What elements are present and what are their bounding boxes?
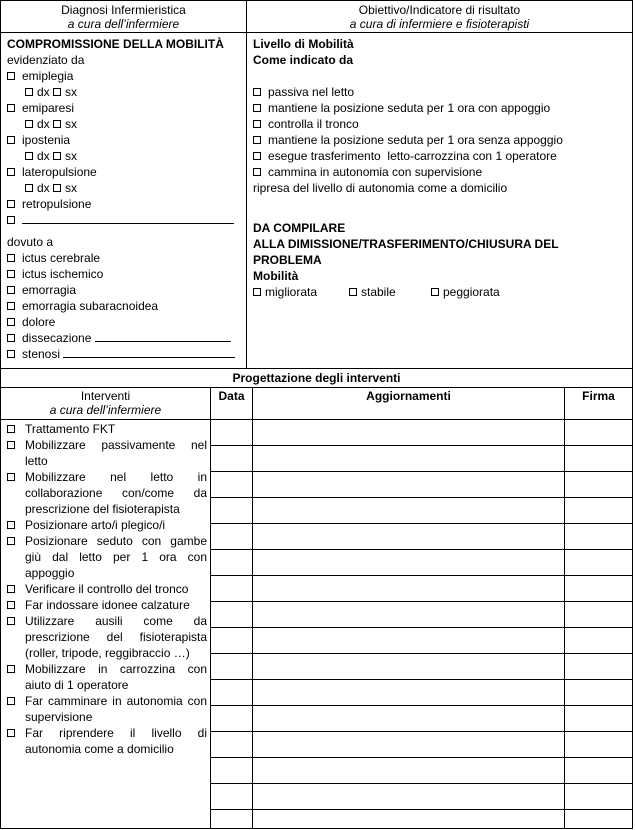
checkbox[interactable] <box>253 136 261 144</box>
checkbox[interactable] <box>7 521 15 529</box>
table-row-line <box>211 497 632 498</box>
cause-item: dolore <box>7 314 240 330</box>
side-ipostenia: dx sx <box>7 148 240 164</box>
option-item: controlla il tronco <box>253 116 626 132</box>
checkbox[interactable] <box>7 302 15 310</box>
table-row-line <box>211 757 632 758</box>
checkbox[interactable] <box>7 697 15 705</box>
table-row-line <box>211 731 632 732</box>
checkbox-dx[interactable] <box>25 88 33 96</box>
option-item: mantiene la posizione seduta per 1 ora senza appoggio <box>253 132 626 148</box>
cause-item: ictus ischemico <box>7 266 240 282</box>
item-retropulsione: retropulsione <box>7 196 240 212</box>
compile-heading-2: ALLA DIMISSIONE/TRASFERIMENTO/CHIUSURA DEL PROBLEMA <box>253 237 559 267</box>
intervention-item: Trattamento FKT <box>7 421 207 437</box>
mobility-level-heading: Livello di Mobilità <box>253 37 354 51</box>
table-row-line <box>211 627 632 628</box>
item-ipostenia: ipostenia <box>7 132 240 148</box>
checkbox-sx[interactable] <box>53 120 61 128</box>
objective-title: Obiettivo/Indicatore di risultato <box>358 3 521 17</box>
option-item: cammina in autonomia con supervisione <box>253 164 626 180</box>
intervention-item: Mobilizzare passivamente nel letto <box>7 437 207 469</box>
checkbox[interactable] <box>253 104 261 112</box>
table-row-line <box>211 653 632 654</box>
table-row-line <box>211 679 632 680</box>
intervention-item: Posizionare seduto con gambe giù dal letto per 1 ora con appoggio <box>7 533 207 581</box>
checkbox-sx[interactable] <box>53 152 61 160</box>
checkbox[interactable] <box>7 537 15 545</box>
item-lateropulsione: lateropulsione <box>7 164 240 180</box>
option-item: mantiene la posizione seduta per 1 ora con appoggio <box>253 100 626 116</box>
table-row-line <box>211 471 632 472</box>
intervention-item: Posizionare arto/i plegico/i <box>7 517 207 533</box>
table-row-line <box>211 575 632 576</box>
checkbox[interactable] <box>253 152 261 160</box>
checkbox[interactable] <box>7 254 15 262</box>
ripresa-text: ripresa del livello di autonomia come a domicilio <box>253 181 508 195</box>
table-row-line <box>211 445 632 446</box>
checkbox[interactable] <box>7 72 15 80</box>
cause-item: dissecazione <box>7 330 240 346</box>
intervention-item: Mobilizzare in carrozzina con aiuto di 1 operatore <box>7 661 207 693</box>
cause-item: ictus cerebrale <box>7 250 240 266</box>
compile-heading-1: DA COMPILARE <box>253 221 346 235</box>
checkbox-dx[interactable] <box>25 184 33 192</box>
checkbox[interactable] <box>7 473 15 481</box>
checkbox[interactable] <box>253 168 261 176</box>
table-row-line <box>211 523 632 524</box>
checkbox[interactable] <box>7 216 15 224</box>
option-item: esegue trasferimento letto-carrozzina con 1 operatore <box>253 148 626 164</box>
cause-item: emorragia <box>7 282 240 298</box>
checkbox[interactable] <box>7 318 15 326</box>
table-row-line <box>211 705 632 706</box>
checkbox[interactable] <box>7 286 15 294</box>
intervention-item: Far indossare idonee calzature <box>7 597 207 613</box>
checkbox[interactable] <box>7 665 15 673</box>
interventions-table <box>1 388 632 828</box>
dovuto-label: dovuto a <box>7 235 54 249</box>
table-row-line <box>211 809 632 810</box>
intervention-item: Far riprendere il livello di autonomia come a domicilio <box>7 725 207 757</box>
cause-item: stenosi <box>7 346 240 362</box>
diagnosis-header <box>1 1 246 33</box>
item-other <box>7 212 240 228</box>
checkbox[interactable] <box>7 200 15 208</box>
dissecazione-input-line[interactable] <box>95 330 231 342</box>
diagnosis-heading: COMPROMISSIONE DELLA MOBILITÀ <box>7 37 224 51</box>
firma-header: Firma <box>582 389 615 403</box>
checkbox[interactable] <box>7 585 15 593</box>
aggiornamenti-header: Aggiornamenti <box>366 389 451 403</box>
stenosi-input-line[interactable] <box>63 346 235 358</box>
item-emiparesi: emiparesi <box>7 100 240 116</box>
checkbox[interactable] <box>7 617 15 625</box>
checkbox[interactable] <box>7 334 15 342</box>
checkbox[interactable] <box>7 441 15 449</box>
evidenziato-label: evidenziato da <box>7 53 85 67</box>
diagnosis-title: Diagnosi Infermieristica <box>61 3 186 17</box>
checkbox[interactable] <box>7 168 15 176</box>
cause-item: emorragia subaracnoidea <box>7 298 240 314</box>
section-title: Progettazione degli interventi <box>1 368 632 388</box>
intervention-item: Utilizzare ausili come da prescrizione del fisioterapista (roller, tripode, reggibraccio …) <box>7 613 207 661</box>
side-emiplegia: dx sx <box>7 84 240 100</box>
intervention-item: Far camminare in autonomia con supervisione <box>7 693 207 725</box>
intervention-item: Mobilizzare nel letto in collaborazione con/come da prescrizione del fisioterapista <box>7 469 207 517</box>
option-item: passiva nel letto <box>253 84 626 100</box>
checkbox[interactable] <box>7 729 15 737</box>
intervention-item: Verificare il controllo del tronco <box>7 581 207 597</box>
checkbox[interactable] <box>7 601 15 609</box>
table-row-line <box>211 783 632 784</box>
objective-body <box>247 33 632 303</box>
diagnosis-column <box>1 1 247 368</box>
mobilita-label: Mobilità <box>253 269 299 283</box>
interventi-header: Interventi a cura dell’infermiere <box>49 389 162 417</box>
outcome-row: migliorata stabile peggiorata <box>253 284 626 300</box>
checkbox[interactable] <box>7 136 15 144</box>
checkbox-peggiorata[interactable] <box>431 288 439 296</box>
checkbox[interactable] <box>253 120 261 128</box>
diagnosis-subtitle: a cura dell’infermiere <box>67 17 180 31</box>
data-header: Data <box>218 389 245 403</box>
checkbox-dx[interactable] <box>25 120 33 128</box>
checkbox[interactable] <box>7 104 15 112</box>
side-lateropulsione: dx sx <box>7 180 240 196</box>
checkbox-sx[interactable] <box>53 184 61 192</box>
side-emiparesi: dx sx <box>7 116 240 132</box>
table-row-line <box>211 601 632 602</box>
checkbox-dx[interactable] <box>25 152 33 160</box>
checkbox-migliorata[interactable] <box>253 288 261 296</box>
checkbox-stabile[interactable] <box>349 288 357 296</box>
objective-header <box>247 1 632 33</box>
interventions-list <box>7 421 207 757</box>
checkbox-sx[interactable] <box>53 88 61 96</box>
table-row-line <box>211 549 632 550</box>
diagnosis-body <box>1 33 246 365</box>
objective-column <box>247 1 632 368</box>
objective-subtitle: a cura di infermiere e fisioterapisti <box>349 17 530 31</box>
indicated-by-heading: Come indicato da <box>253 53 354 67</box>
other-input-line[interactable] <box>22 212 234 224</box>
checkbox[interactable] <box>7 350 15 358</box>
item-emiplegia: emiplegia <box>7 68 240 84</box>
checkbox[interactable] <box>253 88 261 96</box>
checkbox[interactable] <box>7 270 15 278</box>
checkbox[interactable] <box>7 425 15 433</box>
diagnosis-objective-section <box>1 1 632 368</box>
